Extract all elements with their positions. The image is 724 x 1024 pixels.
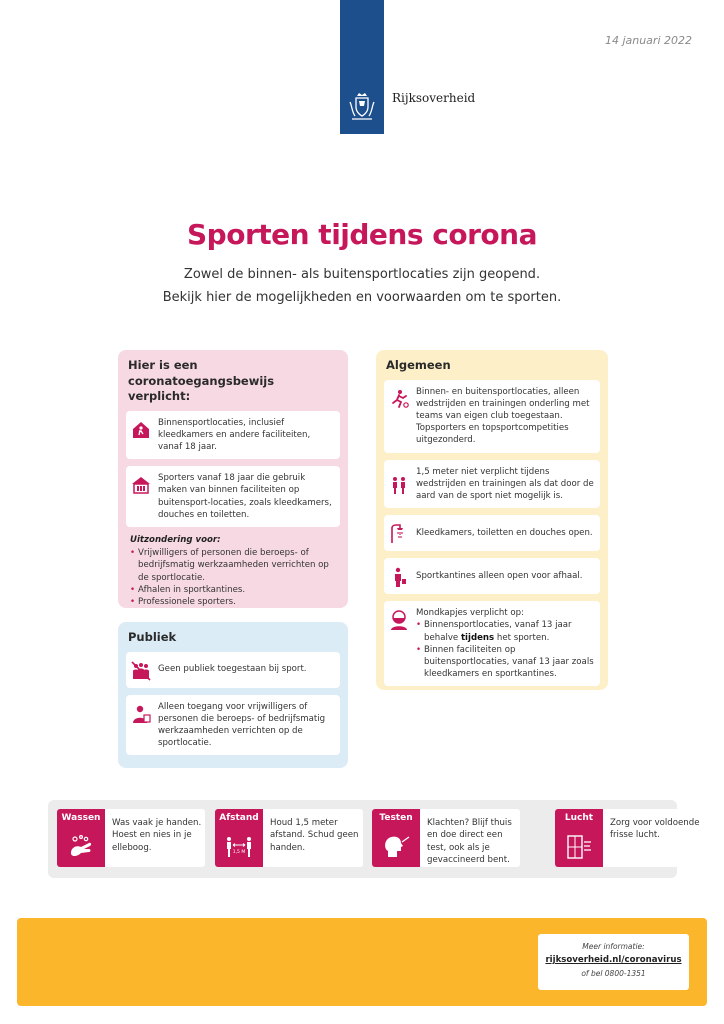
page-subtitle-line-1: Zowel de binnen- als buitensportlocaties zijn geopend. xyxy=(183,267,541,282)
rule-text: Klachten? Blijf thuis en doe direct een test, ook als je gevaccineerd bent. xyxy=(427,818,512,866)
shower-icon xyxy=(388,523,410,545)
mask-item: • Binnen faciliteiten op buitensportlocaties, vanaf 13 jaar zoals kleedkamers en sportkantines. xyxy=(416,644,594,681)
rule-tile xyxy=(372,809,420,867)
rule-tile xyxy=(215,809,263,867)
more-info-box xyxy=(538,934,689,990)
rule-label: Afstand xyxy=(219,813,259,823)
mask-item xyxy=(416,619,594,643)
coronapass-item-text: Binnensportlocaties, inclusief kleedkamers en andere faciliteiten, vanaf 18 jaar. xyxy=(158,417,311,452)
rule-text: Houd 1,5 meter afstand. Schud geen handen. xyxy=(270,818,359,853)
exception-item: • Vrijwilligers of personen die beroeps- of bedrijfsmatig werkzaamheden verrichten op de sportlocatie. xyxy=(130,547,336,584)
footer-bar xyxy=(17,918,707,1006)
public-item xyxy=(126,652,340,688)
more-info-label: Meer informatie: xyxy=(582,942,645,951)
mask-text xyxy=(416,607,594,680)
hand-wash-icon xyxy=(67,833,95,861)
running-player-icon xyxy=(388,388,410,410)
facilities-building-icon xyxy=(130,474,152,496)
general-item xyxy=(384,460,600,509)
general-item xyxy=(384,515,600,551)
distance-label: 1,5 M xyxy=(232,850,246,855)
coat-of-arms-icon xyxy=(348,92,376,124)
rule-tile xyxy=(555,809,603,867)
exceptions-title: Uitzondering voor: xyxy=(130,534,221,545)
exceptions-list xyxy=(130,547,336,608)
general-item-text: 1,5 meter niet verplicht tijdens wedstrijden en trainingen als dat door de aard van de sport niet mogelijk is. xyxy=(416,466,594,501)
public-panel xyxy=(118,622,348,768)
rule-text: Zorg voor voldoende frisse lucht. xyxy=(610,818,700,841)
exception-item: • Professionele sporters. xyxy=(130,596,336,608)
rule-lucht xyxy=(555,809,703,867)
coronapass-item xyxy=(126,466,340,527)
general-item-masks xyxy=(384,601,600,686)
general-item xyxy=(384,380,600,453)
basic-rules-bar xyxy=(48,800,700,878)
coronapass-item-text: Sporters vanaf 18 jaar die gebruik maken van binnen faciliteiten op buitensport-locaties, zoals kleedkamers, douches en toiletten. xyxy=(158,473,332,520)
volunteer-icon xyxy=(130,703,152,725)
general-item-text: Binnen- en buitensportlocaties, alleen wedstrijden en trainingen onderling met teams van eigen club toegestaan. Topsporters en topsportcompetities uitgezonderd. xyxy=(416,386,590,446)
publication-date: 14 januari 2022 xyxy=(604,34,692,47)
ventilation-window-icon xyxy=(565,833,593,861)
rule-testen xyxy=(372,809,520,867)
rule-text: Was vaak je handen. Hoest en nies in je elleboog. xyxy=(112,818,202,853)
public-item xyxy=(126,695,340,756)
rule-label: Testen xyxy=(379,813,413,823)
face-mask-icon xyxy=(388,609,410,631)
rule-label: Lucht xyxy=(564,813,594,823)
general-item-text: Sportkantines alleen open voor afhaal. xyxy=(416,571,583,582)
rule-wassen xyxy=(57,809,205,867)
more-info-link[interactable]: rijksoverheid.nl/coronavirus xyxy=(545,955,682,965)
test-swab-icon xyxy=(382,833,410,861)
mask-intro: Mondkapjes verplicht op: xyxy=(416,608,525,619)
exceptions-block xyxy=(126,534,340,608)
rule-label: Wassen xyxy=(61,813,101,823)
public-item-text: Alleen toegang voor vrijwilligers of personen die beroeps- of bedrijfsmatig werkzaamheden verrichten op de sportlocatie. xyxy=(158,701,326,749)
logo-text: Rijksoverheid xyxy=(392,91,476,105)
public-item-text: Geen publiek toegestaan bij sport. xyxy=(158,664,307,675)
mask-item-emphasis: tijdens xyxy=(460,632,495,643)
coronapass-item xyxy=(126,411,340,460)
distance-people-icon xyxy=(388,474,410,496)
rule-tile xyxy=(57,809,105,867)
general-title: Algemeen xyxy=(386,358,451,372)
coronapass-title: Hier is een coronatoegangsbewijs verplicht: xyxy=(128,358,275,404)
coronapass-panel xyxy=(118,350,348,608)
distance-icon xyxy=(225,833,253,861)
mask-item-text: Binnensportlocaties, vanaf 13 jaar behalve xyxy=(424,620,572,643)
general-panel xyxy=(376,350,608,690)
indoor-sports-icon xyxy=(130,419,152,441)
phone-info: of bel 0800-1351 xyxy=(581,969,646,978)
no-audience-icon xyxy=(130,660,152,682)
mask-item-text: het sporten. xyxy=(494,632,550,643)
mask-list xyxy=(416,619,594,680)
general-item-text: Kleedkamers, toiletten en douches open. xyxy=(416,528,593,539)
exception-item: • Afhalen in sportkantines. xyxy=(130,584,336,596)
general-item xyxy=(384,558,600,594)
takeaway-person-icon xyxy=(388,566,410,588)
public-title: Publiek xyxy=(128,630,177,644)
rule-afstand xyxy=(215,809,363,867)
page-title: Sporten tijdens corona xyxy=(187,218,537,251)
logo-bar xyxy=(340,0,384,134)
page-subtitle-line-2: Bekijk hier de mogelijkheden en voorwaarden om te sporten. xyxy=(162,290,562,305)
